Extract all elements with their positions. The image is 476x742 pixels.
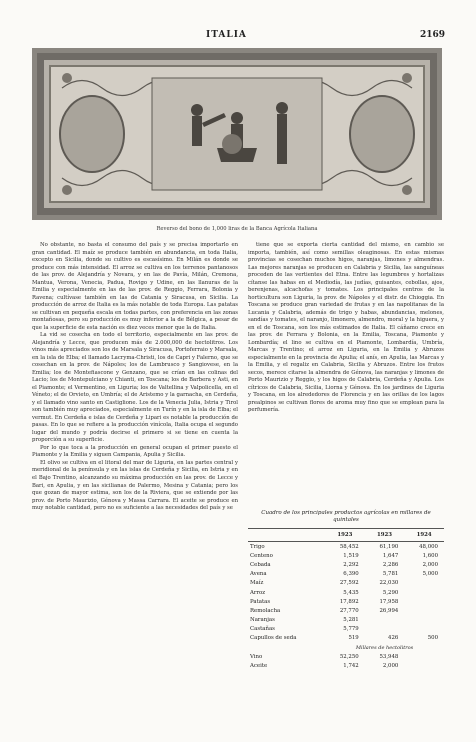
text-column-left [32,242,238,513]
value-cell: 17,892 [339,598,359,605]
value-cell: 2,000 [382,663,399,670]
value-cell: 5,779 [343,626,359,633]
value-cell [404,606,444,615]
row-label: Remolacha [250,607,281,614]
table-row [248,625,444,634]
running-title: ITALIA [206,30,247,40]
value-cell: 1,742 [343,663,359,670]
row-label: Aceite [250,663,268,670]
header-cell-year: 1923 [325,529,365,542]
value-cell: 6,390 [343,571,359,578]
paragraph: No obstante, no basta el consumo del país y se precisa importarlo en gran cantidad. El maíz se produce también en abundancia, en toda Italia, excepto en Sicilia, donde su cultivo es escasísimo. En Milán es donde se produce con más intensidad. El arroz se cultiva en los terrenos pantanosos de las prov. de Alejandría y Novara, y en las de Pavía, Milán, Cremona, Mantua, Verona, Venecia, Padua, Rovigo y Udine, en las llanuras de la Emilia y especialmente en las de las prov. de Reggio, Ferrara, Bolonia y Ravena; cultívase también en las de Catania y Siracusa, en Sicilia. La producción de arroz de Italia es la más notable de toda Europa. Las patatas se cultivan en pequeña escala en todas partes, con preferencia en las zonas montañosas, pero su producción es muy inferior a la de Bélgica, a pesar de que la superficie de esta nación es diez veces menor que la de Italia. [32,242,238,331]
value-cell: 2,292 [343,561,359,568]
row-label: Vino [250,653,263,660]
value-cell: 500 [427,635,438,642]
value-cell: 52,250 [339,653,359,660]
page-number: 2169 [420,30,446,40]
value-cell [404,661,444,670]
value-cell [404,579,444,588]
paragraph: tiene que se exporta cierta cantidad del mismo, en cambio se importa, también, así como semillas oleaginosas. En estas mismas provincias se cosechan muchos higos, naranjas, limones y almendras. Las mejores naranjas se producen en Calabria y Sicilia, las sanguíneas proceden de las vertientes del Etna. Entre las legumbres y hortalizas cítanse las habas en el Mediodía, las judías, guisantes, cebollas, ajos, berenjenas, alcachofas y tomates. Los principales centros de la horticultura son Liguria, la prov. de Nápoles y el distr. de Chioggia. En Toscana se produce gran variedad de frutas y en las napolitanas de la Lucania y Calabria, además de trigo y habas, abundancias, melones, sandías y tomates, el naranjo, limonero, almendro, moral y la higuera, y en el de Toscana, son los más estimados de Italia. El cáñamo crece en las prov. de Ferrara y Bolonia, en la Emilia, Toscana, Piamonte y Lombardía; el lino se cultiva en el Piamonte, Lombardía, Umbría, Marcas y Trentino; el arroz en Liguria, en la Emilia y Abruzos especialmente en la provincia de Apulia; el anís, en Apulia, las Marcas y la Emilia, y el regaliz en Calabria, Sicilia y Abruzos. Entre los frutos secos, merece citarse la almendra de Génova, las naranjas y limones de Porto Maurizio y Reggio, y los higos de Calabria, Cerdeña y Apulia. Los cítricos de Calabria, Sicilia, Liorna y Génova. En los jardines de Liguria y Toscana, en los alrededores de Florencia y en las orillas de los lagos prealpinos se cultivan flores de aroma muy fino que se emplean para la perfumería. [248,242,444,414]
value-cell: 17,958 [379,598,399,605]
table-header-row [248,529,444,542]
value-cell: 1,600 [422,552,438,559]
table-row [248,634,444,643]
row-label: Castañas [250,626,275,633]
subheader-cell: Millares de hectolitros [355,644,414,651]
table-row [248,616,444,625]
row-label: Maíz [250,580,264,587]
table-row [248,606,444,615]
value-cell [404,597,444,606]
value-cell: 58,452 [339,543,359,550]
row-label: Arroz [250,589,266,596]
table-row [248,570,444,579]
value-cell [365,616,405,625]
value-cell [365,625,405,634]
header-cell-year: 1923 [365,529,405,542]
value-cell: 53,948 [379,653,399,660]
value-cell [404,588,444,597]
table-caption: Cuadro de los principales productos agrícolas en millares de quintales [261,510,431,523]
paragraph: La vid se cosecha en todo el territorio, especialmente en las prov. de Alejandría y Lecce, que producen más de 2.000,000 de hectolitros. Los vinos más apreciados son los de Marsala y Siracusa, Portoferraio y Marsala, en la isla de Elba; el llamado Lacryma-Christi, los de Capri y Falerno, que se cosechan en la prov. de Nápoles; los de Lambrusco y Sangiovese, en la Emilia; los de Montefiascone y Genzano, que se crían en las colinas del Lacio; los de Montepulciano y Chianti, en Toscana; los de Barbera y Asti, en el Piamonte; el Vermentino, en Liguria; los de Valtellina y Valpolicella, en el Véneto; el de Orvieto, en Umbría; el de Aristemo y la garnacha, en Cerdeña, y el llamado vino santo en Castiglione. Los de la Venecia Julia, Istria y Tirol son también muy apreciados, especialmente en Turín y en la isla de Elba; el vermut. En Cerdeña e islas de Cerdeña y Lipari es notable la producción de pasas. En lo que se refiere a la producción vinícola, Italia ocupa el segundo lugar del mundo y podría decirse el primero si se tiene en cuenta la proporción a su superficie. [32,332,238,444]
page-header [0,30,476,42]
production-table [248,528,444,671]
paragraph: El olivo se cultiva en el litoral del mar de Liguria, en las partes central y meridional de la península y en las islas de Cerdeña y Sicilia, en Istria y en el Bajo Trentino, alcanzando su máxima producción en las prov. de Lecce y Bari, en Apulia, y en las sicilianas de Palermo, Mesina y Catania; pero los que gozan de mayor estima, son los de la Riviera, que se extiende por las prov. de Porto Maurizio, Génova y Massa Carrara. El aceite se produce en muy notable cantidad, pero no es suficiente a las necesidades del país y se [32,459,238,512]
text-column-right [248,242,444,415]
value-cell [404,616,444,625]
value-cell: 2,286 [382,561,399,568]
table-row [248,542,444,552]
row-label: Cebada [250,561,271,568]
value-cell: 5,290 [382,589,399,596]
value-cell [404,652,444,661]
value-cell [404,625,444,634]
row-label: Avena [250,571,267,578]
banknote-image [32,48,442,220]
row-label: Centeno [250,552,273,559]
value-cell: 48,000 [419,543,438,550]
table-row [248,652,444,661]
value-cell: 26,994 [379,607,399,614]
row-label: Naranjas [250,617,275,624]
table-row [248,588,444,597]
value-cell: 5,000 [422,571,438,578]
value-cell: 22,030 [379,580,399,587]
row-label: Capullos de seda [250,635,297,642]
value-cell: 27,770 [339,607,359,614]
header-cell-year: 1924 [404,529,444,542]
table-row [248,579,444,588]
row-label: Patatas [250,598,271,605]
value-cell: 5,781 [382,571,399,578]
figure-caption: Reverso del bono de 1,000 liras de la Banca Agrícola Italiana [156,226,318,232]
table-row [248,661,444,670]
value-cell: 2,000 [422,561,438,568]
value-cell: 1,519 [343,552,359,559]
table-subheader-row [248,643,444,652]
paragraph: Por lo que toca a la producción en general ocupan el primer puesto el Piamonte y la Emilia y siguen Campania, Apulia y Sicilia. [32,444,238,459]
value-cell: 5,435 [343,589,359,596]
value-cell: 519 [348,635,359,642]
row-label: Trigo [250,543,265,550]
table-row [248,551,444,560]
value-cell: 426 [388,635,399,642]
value-cell: 61,190 [379,543,399,550]
value-cell: 5,281 [343,617,359,624]
header-cell-product [248,529,325,542]
value-cell: 27,592 [339,580,359,587]
table-row [248,560,444,569]
value-cell: 1,647 [382,552,399,559]
table-row [248,597,444,606]
